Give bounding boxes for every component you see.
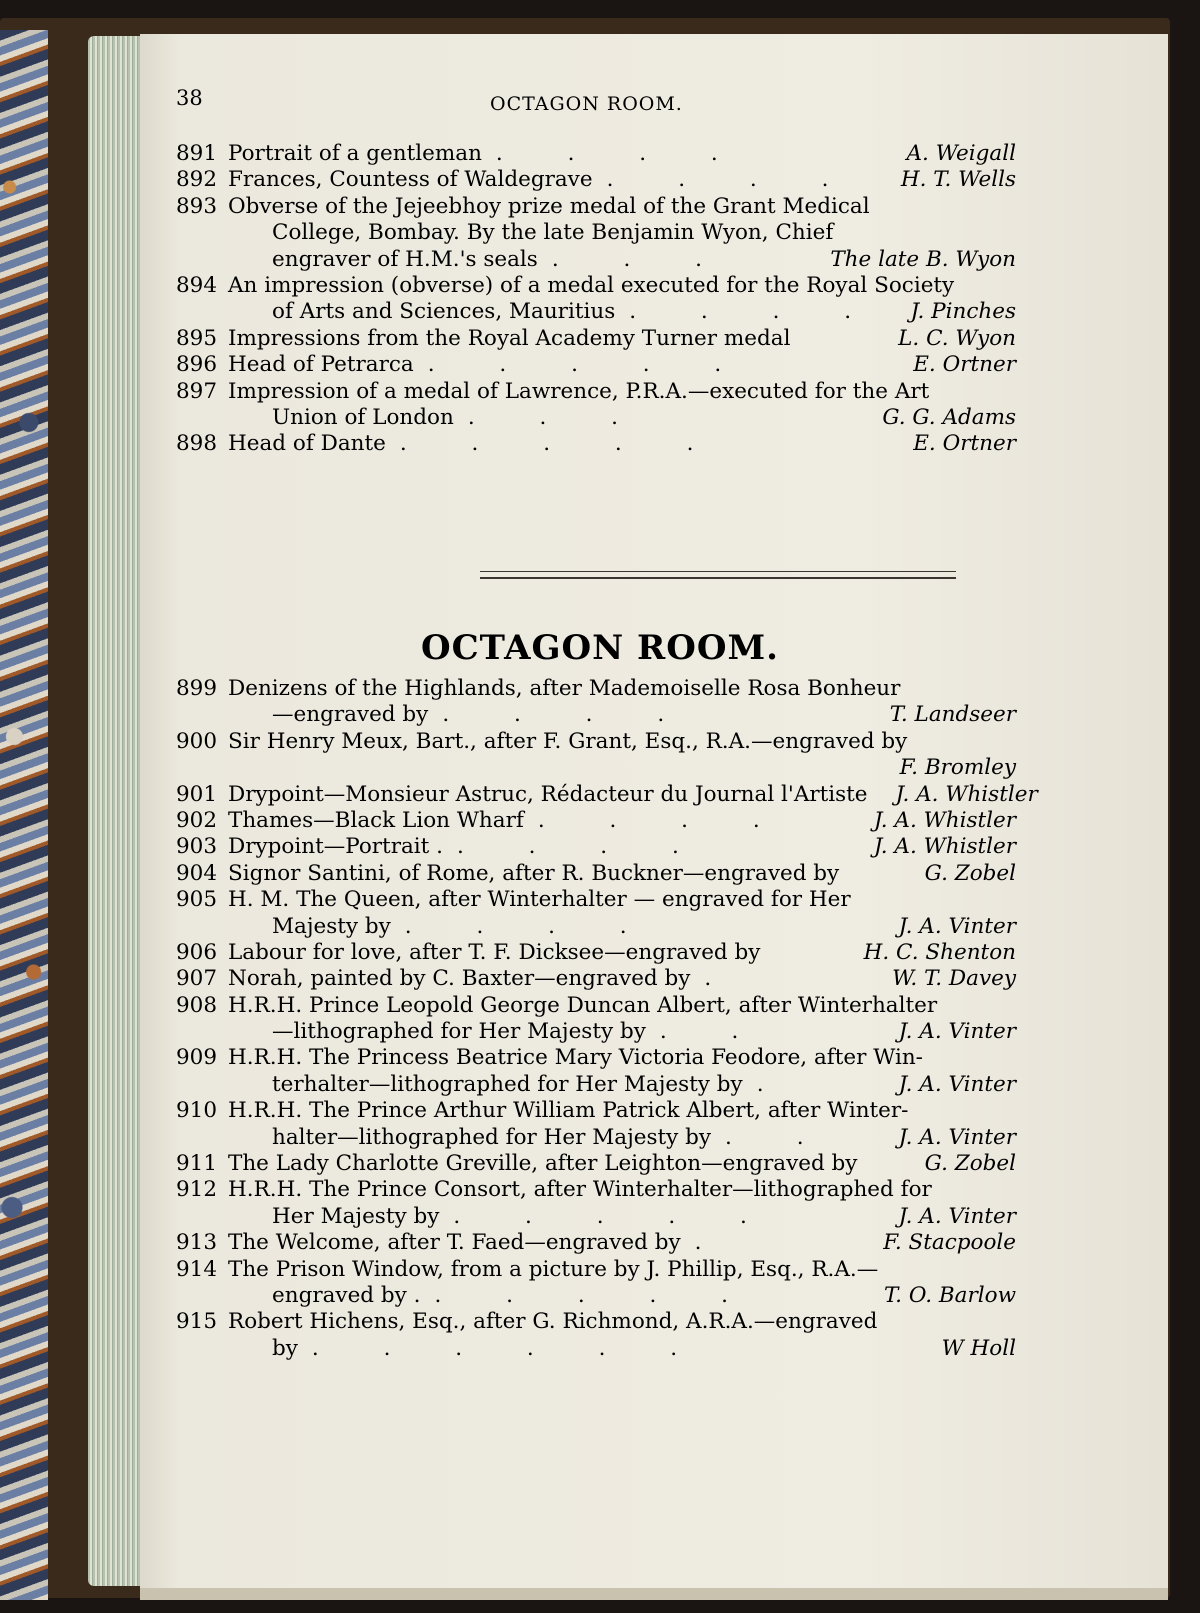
catalogue-entry [176,940,1016,966]
dot-leader: . . . [467,404,618,430]
entry-title: Frances, Countess of Waldegrave [228,167,593,193]
entry-number: 904 [176,860,218,886]
page-bottom-edge [140,1588,1168,1600]
catalogue-list-top [176,141,1016,458]
dot-leader: . . . . [629,299,852,325]
entry-title: Head of Dante [228,431,386,457]
entry-artist: J. A. Vinter [898,1071,1016,1097]
section-divider [480,571,956,579]
dot-leader: . . [725,1124,804,1150]
entry-artist: J. A. Vinter [898,913,1016,939]
entry-title: Thames—Black Lion Wharf [228,807,524,833]
entry-number: 891 [176,141,218,166]
catalogue-list-bottom [176,676,1038,1362]
entry-title: Obverse of the Jejeebhoy prize medal of the Grant Medical [228,193,870,219]
dot-leader: . . . . [495,141,718,166]
entry-artist: G. Zobel [924,860,1016,886]
page-edges [88,36,148,1586]
entry-number: 911 [176,1151,218,1177]
catalogue-entry [176,676,1016,729]
section-title: OCTAGON ROOM. [420,628,780,668]
entry-artist: J. A. Whistler [873,807,1016,833]
dot-leader: . . . . [537,807,760,833]
dot-leader: . . . . . [434,1282,728,1308]
entry-title: halter—lithographed for Her Majesty by [272,1124,712,1150]
entry-artist: E. Ortner [913,431,1016,457]
catalogue-entry [176,1151,1016,1177]
entry-artist: J. A. Vinter [898,1203,1016,1229]
entry-title: Signor Santini, of Rome, after R. Buckner—engraved by [228,860,840,886]
catalogue-entry [176,887,1016,940]
catalogue-entry [176,273,1016,326]
entry-artist: J. A. Vinter [898,1124,1016,1150]
entry-title: H. M. The Queen, after Winterhalter — engraved for Her [228,887,851,913]
catalogue-entry [176,1230,1016,1256]
catalogue-entry [176,861,1016,887]
entry-title: Norah, painted by C. Baxter—engraved by [228,966,691,992]
catalogue-entry [176,993,1016,1046]
marbled-endpaper [0,30,48,1600]
entry-artist: T. O. Barlow [883,1282,1016,1308]
entry-title: engraver of H.M.'s seals [272,246,538,272]
entry-title: H.R.H. The Prince Consort, after Winterhalter—lithographed for [228,1177,932,1203]
entry-artist: J. A. Whistler [895,781,1038,807]
catalogue-entry [176,1309,1016,1362]
dot-leader: . . . . . [427,352,722,378]
entry-number: 896 [176,352,218,378]
dot-leader: . . . . . [453,1203,747,1229]
entry-title: —lithographed for Her Majesty by [272,1019,646,1045]
entry-number: 902 [176,807,218,833]
entry-title: The Prison Window, from a picture by J. Phillip, Esq., R.A.— [228,1256,879,1282]
catalogue-entry [176,966,1016,992]
catalogue-entry [176,431,1016,457]
entry-number: 903 [176,834,218,860]
entry-artist: F. Bromley [899,755,1016,781]
entry-number: 913 [176,1230,218,1256]
catalogue-entry [176,167,1016,193]
dot-leader: . . . . . [399,431,694,457]
catalogue-entry [176,834,1016,860]
entry-title: Drypoint—Monsieur Astruc, Rédacteur du Journal l'Artiste [228,781,868,807]
entry-artist: W. T. Davey [892,966,1016,992]
entry-number: 905 [176,887,218,913]
entry-number: 906 [176,939,218,965]
entry-artist: A. Weigall [906,141,1016,166]
dot-leader: . [756,1071,764,1097]
catalogue-entry [176,1045,1016,1098]
catalogue-entry [176,729,1016,782]
entry-artist: The late B. Wyon [830,246,1016,272]
running-head: OCTAGON ROOM. [490,93,683,115]
catalogue-entry [176,379,1016,432]
catalogue-entry [176,1257,1016,1310]
entry-title: An impression (obverse) of a medal executed for the Royal Society [228,272,955,298]
dot-leader: . . . . . . [311,1335,678,1361]
entry-artist: W Holl [941,1335,1016,1361]
entry-number: 912 [176,1177,218,1203]
entry-artist: L. C. Wyon [898,325,1016,351]
entry-title: engraved by . [272,1282,421,1308]
entry-number: 909 [176,1045,218,1071]
entry-title: Her Majesty by [272,1203,440,1229]
entry-number: 892 [176,167,218,193]
entry-title: Labour for love, after T. F. Dicksee—engraved by [228,939,761,965]
entry-title: Denizens of the Highlands, after Mademoiselle Rosa Bonheur [228,676,901,701]
catalogue-entry [176,326,1016,352]
dot-leader: . . . . [404,913,627,939]
entry-title: H.R.H. Prince Leopold George Duncan Albert, after Winterhalter [228,992,938,1018]
catalogue-entry [176,781,1038,808]
entry-title: Sir Henry Meux, Bart., after F. Grant, Esq., R.A.—engraved by [228,728,908,754]
entry-number: 898 [176,431,218,457]
entry-title: Union of London [272,404,454,430]
entry-title: Impression of a medal of Lawrence, P.R.A.—executed for the Art [228,378,930,404]
entry-number: 895 [176,325,218,351]
dot-leader: . . . . [606,167,829,193]
entry-title: terhalter—lithographed for Her Majesty by [272,1071,743,1097]
catalogue-entry [176,808,1016,834]
entry-number: 901 [176,781,218,807]
entry-title: of Arts and Sciences, Mauritius [272,299,616,325]
entry-title: H.R.H. The Prince Arthur William Patrick Albert, after Winter- [228,1098,909,1124]
entry-title: Portrait of a gentleman [228,141,482,166]
dot-leader: . [704,966,712,992]
dot-leader: . . [659,1019,739,1045]
page-number: 38 [176,86,203,110]
entry-artist: F. Stacpoole [883,1230,1016,1256]
entry-title: The Welcome, after T. Faed—engraved by [228,1230,681,1256]
entry-number: 910 [176,1098,218,1124]
dot-leader: . [694,1230,702,1256]
catalogue-entry [176,194,1016,273]
catalogue-entry [176,1098,1016,1151]
catalogue-entry [176,1177,1016,1230]
entry-artist: T. Landseer [889,702,1016,728]
entry-title: Drypoint—Portrait . [228,834,443,860]
catalogue-entry [176,141,1016,167]
entry-artist: H. C. Shenton [863,939,1016,965]
entry-number: 894 [176,272,218,298]
dot-leader: . . . . [456,834,679,860]
entry-artist: G. Zobel [924,1151,1016,1177]
entry-artist: J. A. Whistler [873,834,1016,860]
entry-title: College, Bombay. By the late Benjamin Wyon, Chief [272,220,834,246]
entry-artist: J. A. Vinter [898,1019,1016,1045]
entry-number: 897 [176,378,218,404]
entry-number: 900 [176,728,218,754]
entry-number: 908 [176,992,218,1018]
dot-leader: . . . [551,246,703,272]
entry-title: Head of Petrarca [228,352,414,378]
entry-title: by [272,1335,298,1361]
dot-leader: . . . . [442,702,665,728]
entry-artist: G. G. Adams [882,404,1016,430]
entry-artist: J. Pinches [910,299,1016,325]
entry-title: Robert Hichens, Esq., after G. Richmond, A.R.A.—engraved [228,1309,878,1335]
entry-number: 915 [176,1309,218,1335]
entry-title: Majesty by [272,913,391,939]
entry-number: 899 [176,676,218,701]
entry-number: 914 [176,1256,218,1282]
entry-title: —engraved by [272,702,429,728]
entry-artist: E. Ortner [913,352,1016,378]
entry-number: 893 [176,193,218,219]
entry-title: The Lady Charlotte Greville, after Leighton—engraved by [228,1151,858,1177]
entry-number: 907 [176,966,218,992]
entry-artist: H. T. Wells [900,167,1016,193]
entry-title: Impressions from the Royal Academy Turner medal [228,325,791,351]
entry-title: H.R.H. The Princess Beatrice Mary Victoria Feodore, after Win- [228,1045,923,1071]
catalogue-entry [176,352,1016,378]
